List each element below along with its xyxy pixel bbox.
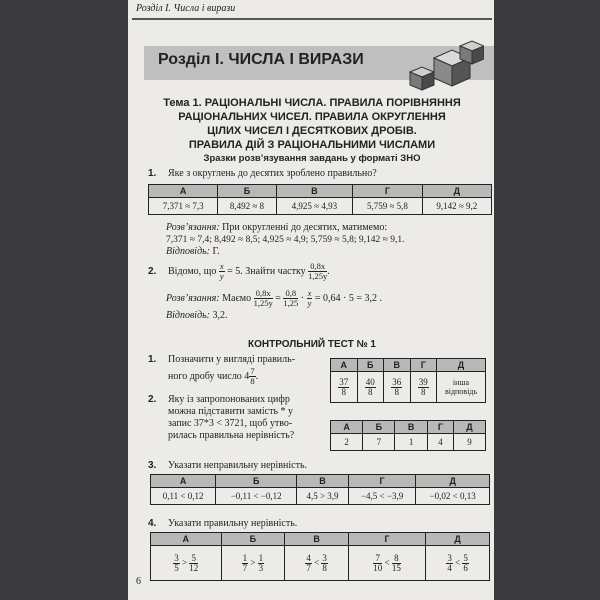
option-value: [410, 372, 437, 403]
q2-number: 2.: [148, 394, 157, 405]
period: .: [327, 266, 330, 277]
q3-text: Указати неправильну нерівність.: [168, 460, 308, 471]
fraction-numerator: 7: [250, 366, 255, 377]
fraction: [392, 554, 401, 573]
fraction-numerator: 37: [339, 376, 349, 387]
fraction-numerator: 3: [322, 552, 327, 563]
fraction-denominator: 12: [189, 562, 199, 573]
topic-line-4: ПРАВИЛА ДІЙ З РАЦІОНАЛЬНИМИ ЧИСЛАМИ: [188, 139, 436, 151]
section-title: Розділ І. ЧИСЛА І ВИРАЗИ: [158, 51, 364, 68]
period: .: [255, 371, 259, 382]
header-rule: [132, 18, 492, 20]
example-1-solution: [166, 222, 387, 234]
fraction: [321, 554, 328, 573]
fraction: [258, 554, 265, 573]
q4-number: 4.: [148, 518, 157, 529]
option-letter: Д: [426, 533, 490, 546]
fraction-denominator: 8: [368, 386, 373, 397]
fraction-denominator: 8: [394, 386, 399, 397]
topic-line-2: РАЦІОНАЛЬНИХ ЧИСЕЛ. ПРАВИЛА ОКРУГЛЕННЯ: [178, 111, 446, 123]
textbook-page: [128, 0, 494, 600]
option-letter: Г: [348, 533, 425, 546]
fraction-numerator: x: [307, 288, 312, 299]
option-value: [426, 546, 490, 581]
example-2-solution: [166, 288, 382, 310]
option-value: 7: [363, 434, 395, 451]
q1-text: ного дробу число 4: [168, 371, 250, 382]
q2-line-1: Яку із запропонованих цифр: [168, 394, 290, 405]
fraction: [305, 554, 312, 573]
solution-text: При округленні до десятих, матимемо:: [222, 222, 388, 233]
option-letter: В: [285, 533, 349, 546]
equals-five: = 5: [227, 266, 241, 277]
solution-tail: = 0,64 · 5 = 3,2 .: [314, 293, 382, 304]
example-2-statement: [168, 262, 330, 282]
fraction: [391, 378, 402, 397]
fraction-denominator: 7: [306, 562, 311, 573]
fraction-numerator: 4: [306, 552, 311, 563]
option-value: 9,142 ≈ 9,2: [422, 198, 491, 215]
option-letter: А: [151, 475, 216, 488]
option-value: 0,11 < 0,12: [151, 488, 216, 505]
fraction-numerator: 1: [258, 552, 264, 563]
option-value: [221, 546, 285, 581]
fraction-denominator: 8: [250, 376, 255, 387]
option-letter: А: [331, 359, 358, 372]
comparison-sign: <: [384, 557, 390, 568]
example-1-options-table: [148, 184, 492, 215]
fraction-numerator: 39: [418, 376, 428, 387]
q1-line-2: [168, 366, 258, 388]
fraction-x-over-y: [307, 289, 313, 308]
fraction-x-over-y: [219, 262, 225, 281]
fraction-denominator: y: [219, 271, 224, 282]
option-letter: Д: [437, 359, 486, 372]
option-value: 9: [454, 434, 486, 451]
option-letter: А: [149, 185, 218, 198]
fraction-numerator: 5: [463, 552, 468, 563]
q4-text: Указати правильну нерівність.: [168, 518, 298, 529]
answer-label: Відповідь:: [166, 310, 211, 321]
option-letter: Д: [416, 475, 490, 488]
example-2-answer: [166, 310, 228, 322]
option-value: 7,371 ≈ 7,3: [149, 198, 218, 215]
fraction-denominator: 8: [322, 562, 327, 573]
cubes-decoration-icon: [404, 38, 484, 94]
comparison-sign: >: [181, 557, 188, 568]
fraction-numerator: 36: [392, 376, 402, 387]
option-letter: Г: [353, 185, 422, 198]
option-letter: Б: [216, 475, 297, 488]
fraction-denominator: 15: [391, 562, 401, 573]
test-title: КОНТРОЛЬНИЙ ТЕСТ № 1: [248, 339, 376, 350]
comparison-sign: <: [314, 557, 320, 568]
option-value: 4: [427, 434, 453, 451]
q4-options-table: [150, 532, 490, 581]
fraction-numerator: 0,8: [283, 289, 298, 299]
option-letter: А: [331, 421, 363, 434]
q3-number: 3.: [148, 460, 157, 471]
fraction: [338, 378, 349, 397]
option-value: −0,11 < −0,12: [216, 488, 297, 505]
page-number: 6: [136, 576, 141, 587]
fraction-coefficient: [283, 289, 298, 308]
q2-line-3: запис 37*3 < 3721, щоб утво-: [168, 418, 293, 429]
fraction-denominator: 8: [421, 386, 426, 397]
answer-value: 3,2.: [212, 310, 228, 321]
fraction-denominator: 3: [258, 562, 264, 573]
example-1-question: Яке з округлень до десятих зроблено правильно?: [168, 168, 377, 179]
example-2-number: 2.: [148, 266, 157, 277]
option-value: інша відповідь: [437, 372, 486, 403]
fraction-numerator: 3: [174, 552, 179, 563]
option-value: [348, 546, 425, 581]
fraction: [462, 554, 469, 573]
q3-options-table: [150, 474, 490, 505]
solution-label: Розв’язання:: [166, 293, 220, 304]
fraction-target: [254, 289, 273, 308]
option-value: 5,759 ≈ 5,8: [353, 198, 422, 215]
option-letter: А: [151, 533, 222, 546]
comparison-sign: >: [250, 557, 256, 568]
option-value: −0,02 < 0,13: [416, 488, 490, 505]
option-letter: Д: [454, 421, 486, 434]
option-value: [384, 372, 411, 403]
option-letter: Б: [218, 185, 276, 198]
have-text: Маємо: [222, 293, 252, 304]
example-1-answer: [166, 246, 220, 258]
answer-label: Відповідь:: [166, 246, 211, 257]
option-value: 2: [331, 434, 363, 451]
topic-line-1: Тема 1. РАЦІОНАЛЬНІ ЧИСЛА. ПРАВИЛА ПОРІВНЯННЯ: [163, 97, 461, 109]
q1-line-1: Позначити у вигляді правиль-: [168, 354, 296, 365]
fraction: [365, 378, 376, 397]
option-value: 4,5 > 3,9: [297, 488, 349, 505]
q2-line-2: можна підставити замість * у: [168, 406, 294, 417]
option-letter: Г: [348, 475, 416, 488]
option-letter: Б: [221, 533, 285, 546]
option-value: [357, 372, 384, 403]
fraction: [446, 554, 453, 573]
fraction-numerator: 1: [242, 552, 248, 563]
option-value: [151, 546, 222, 581]
fraction-denominator: y: [307, 298, 312, 309]
fraction-denominator: 5: [174, 562, 179, 573]
running-header: Розділ І. Числа і вирази: [136, 3, 236, 14]
option-letter: В: [297, 475, 349, 488]
option-value: 4,925 ≈ 4,93: [276, 198, 353, 215]
fraction-denominator: 1,25: [283, 298, 299, 309]
fraction-numerator: 8: [392, 554, 401, 564]
option-letter: В: [384, 359, 411, 372]
fraction: [373, 554, 382, 573]
option-letter: Г: [410, 359, 437, 372]
fraction-numerator: 0,8x: [254, 289, 273, 299]
solution-label: Розв’язання:: [166, 222, 220, 233]
fraction-numerator: 40: [365, 376, 375, 387]
q1-number: 1.: [148, 354, 157, 365]
option-letter: В: [276, 185, 353, 198]
fraction-denominator: 8: [341, 386, 346, 397]
fraction: [242, 554, 249, 573]
option-letter: Г: [427, 421, 453, 434]
fraction-denominator: 7: [242, 562, 248, 573]
option-value: [285, 546, 349, 581]
times-sign: ·: [300, 293, 307, 304]
option-letter: Б: [363, 421, 395, 434]
fraction-denominator: 1,25y: [253, 298, 273, 309]
fraction-numerator: 3: [447, 552, 452, 563]
option-value: 8,492 ≈ 8: [218, 198, 276, 215]
fraction-denominator: 1,25y: [308, 271, 328, 282]
comparison-sign: <: [455, 557, 461, 568]
option-letter: Д: [422, 185, 491, 198]
given-text: Відомо, що: [168, 266, 217, 277]
q1-options-table: [330, 358, 486, 403]
fraction: [189, 554, 198, 573]
example-1-solution-line-2: 7,371 ≈ 7,4; 8,492 ≈ 8,5; 4,925 ≈ 4,9; 5,759 ≈ 5,8; 9,142 ≈ 9,1.: [166, 235, 405, 245]
q2-line-4: рилась правильна нерівність?: [168, 430, 295, 441]
fraction-target: [308, 262, 327, 281]
example-1-number: 1.: [148, 168, 157, 179]
answer-value: Г.: [212, 246, 220, 257]
equals-sign: =: [275, 293, 281, 304]
option-value: [331, 372, 358, 403]
fraction: [418, 378, 429, 397]
fraction: [173, 554, 180, 573]
fraction-denominator: 10: [373, 562, 383, 573]
option-value: −4,5 < −3,9: [348, 488, 416, 505]
option-letter: В: [395, 421, 427, 434]
fraction-numerator: 7: [373, 554, 382, 564]
find-text: . Знайти частку: [240, 266, 306, 277]
fraction-denominator: 4: [447, 562, 452, 573]
fraction-numerator: x: [219, 261, 224, 272]
fraction-denominator: 6: [463, 562, 468, 573]
fraction-numerator: 5: [189, 554, 198, 564]
option-letter: Б: [357, 359, 384, 372]
fraction-numerator: 0,8x: [308, 262, 327, 272]
q2-options-table: [330, 420, 486, 451]
topic-subtitle: Зразки розв’язування завдань у форматі ЗНО: [203, 153, 421, 164]
topic-line-3: ЦІЛИХ ЧИСЕЛ І ДЕСЯТКОВИХ ДРОБІВ.: [207, 125, 417, 137]
option-value: 1: [395, 434, 427, 451]
